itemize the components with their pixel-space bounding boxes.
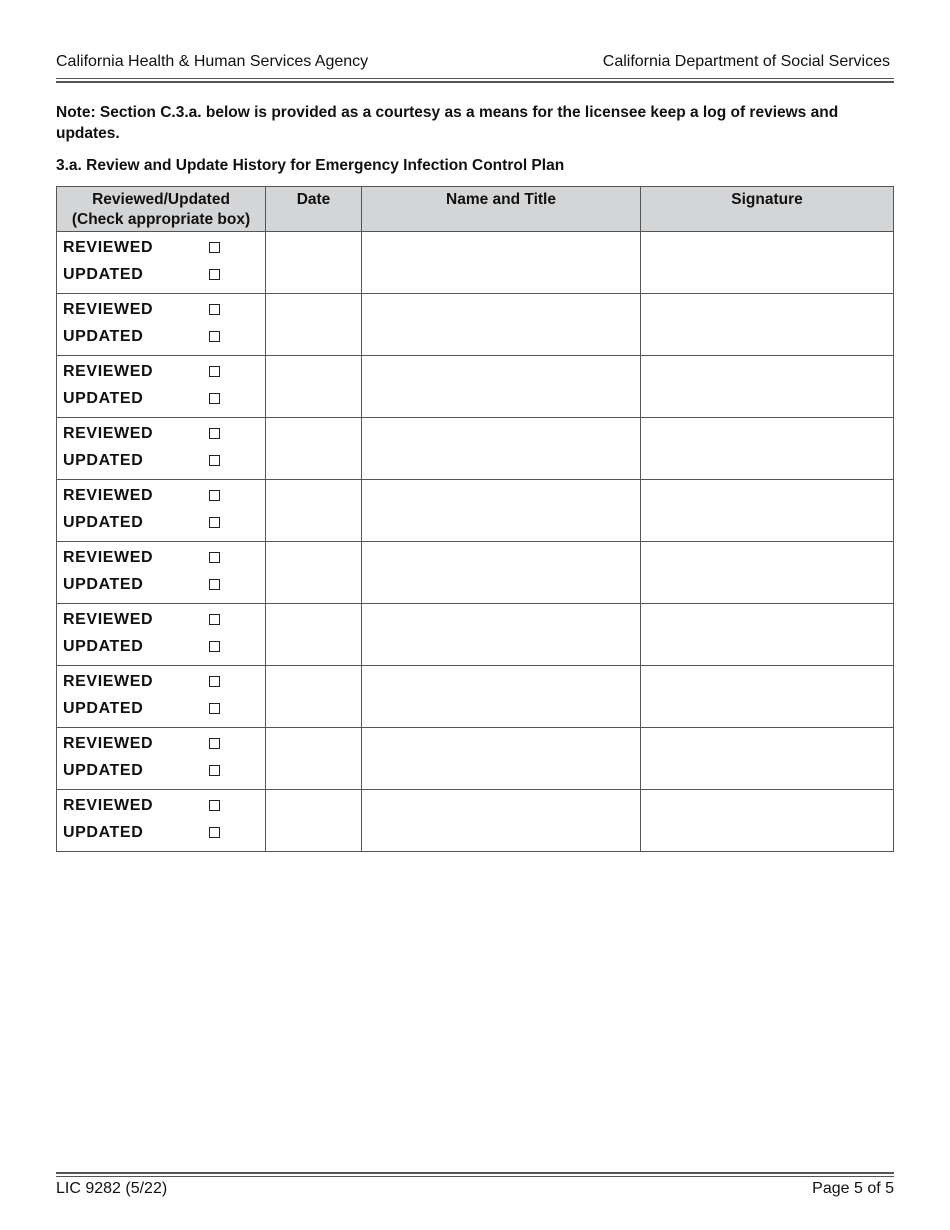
updated-checkbox[interactable] bbox=[209, 827, 220, 838]
updated-checkbox[interactable] bbox=[209, 331, 220, 342]
updated-checkbox[interactable] bbox=[209, 517, 220, 528]
updated-checkbox[interactable] bbox=[209, 765, 220, 776]
status-cell bbox=[57, 604, 266, 666]
table-row bbox=[57, 666, 894, 728]
header-status-line1: Reviewed/Updated bbox=[92, 191, 230, 208]
updated-checkbox[interactable] bbox=[209, 269, 220, 280]
reviewed-option bbox=[63, 730, 265, 757]
name-title-cell[interactable] bbox=[362, 294, 641, 356]
table-row bbox=[57, 728, 894, 790]
footer-rule bbox=[56, 1172, 894, 1174]
table-row bbox=[57, 356, 894, 418]
name-title-cell[interactable] bbox=[362, 604, 641, 666]
date-cell[interactable] bbox=[266, 542, 362, 604]
date-cell[interactable] bbox=[266, 356, 362, 418]
status-cell bbox=[57, 728, 266, 790]
updated-option bbox=[63, 695, 265, 722]
updated-option bbox=[63, 447, 265, 474]
reviewed-checkbox[interactable] bbox=[209, 428, 220, 439]
updated-label: UPDATED bbox=[63, 327, 144, 345]
status-cell bbox=[57, 666, 266, 728]
reviewed-label: REVIEWED bbox=[63, 610, 154, 628]
date-cell[interactable] bbox=[266, 232, 362, 294]
header-rule bbox=[56, 78, 894, 79]
signature-cell[interactable] bbox=[641, 666, 894, 728]
date-cell[interactable] bbox=[266, 790, 362, 852]
name-title-cell[interactable] bbox=[362, 542, 641, 604]
table-row bbox=[57, 232, 894, 294]
name-title-cell[interactable] bbox=[362, 356, 641, 418]
updated-checkbox[interactable] bbox=[209, 393, 220, 404]
status-cell bbox=[57, 232, 266, 294]
signature-cell[interactable] bbox=[641, 356, 894, 418]
reviewed-checkbox[interactable] bbox=[209, 552, 220, 563]
reviewed-label: REVIEWED bbox=[63, 238, 154, 256]
reviewed-label: REVIEWED bbox=[63, 672, 154, 690]
status-cell bbox=[57, 356, 266, 418]
signature-cell[interactable] bbox=[641, 480, 894, 542]
reviewed-label: REVIEWED bbox=[63, 300, 154, 318]
table-row bbox=[57, 480, 894, 542]
table-row bbox=[57, 542, 894, 604]
updated-label: UPDATED bbox=[63, 575, 144, 593]
reviewed-label: REVIEWED bbox=[63, 734, 154, 752]
page-number: Page 5 of 5 bbox=[812, 1180, 894, 1197]
reviewed-option bbox=[63, 358, 265, 385]
updated-label: UPDATED bbox=[63, 451, 144, 469]
section-title: 3.a. Review and Update History for Emergency Infection Control Plan bbox=[56, 157, 565, 174]
name-title-cell[interactable] bbox=[362, 418, 641, 480]
status-cell bbox=[57, 418, 266, 480]
header-rule bbox=[56, 81, 894, 83]
date-cell[interactable] bbox=[266, 480, 362, 542]
status-cell bbox=[57, 294, 266, 356]
updated-label: UPDATED bbox=[63, 637, 144, 655]
reviewed-option bbox=[63, 482, 265, 509]
updated-option bbox=[63, 385, 265, 412]
updated-label: UPDATED bbox=[63, 265, 144, 283]
signature-cell[interactable] bbox=[641, 418, 894, 480]
status-cell bbox=[57, 480, 266, 542]
page-header bbox=[56, 50, 890, 80]
reviewed-option bbox=[63, 234, 265, 261]
header-signature: Signature bbox=[641, 187, 894, 232]
name-title-cell[interactable] bbox=[362, 666, 641, 728]
updated-option bbox=[63, 757, 265, 784]
reviewed-checkbox[interactable] bbox=[209, 242, 220, 253]
reviewed-option bbox=[63, 668, 265, 695]
signature-cell[interactable] bbox=[641, 728, 894, 790]
updated-option bbox=[63, 261, 265, 288]
reviewed-label: REVIEWED bbox=[63, 424, 154, 442]
table-header-row bbox=[57, 187, 894, 232]
reviewed-label: REVIEWED bbox=[63, 548, 154, 566]
updated-option bbox=[63, 571, 265, 598]
updated-checkbox[interactable] bbox=[209, 579, 220, 590]
reviewed-checkbox[interactable] bbox=[209, 366, 220, 377]
courtesy-note: Note: Section C.3.a. below is provided as a courtesy as a means for the licensee keep a log of reviews and updates. bbox=[56, 104, 839, 142]
updated-label: UPDATED bbox=[63, 761, 144, 779]
name-title-cell[interactable] bbox=[362, 728, 641, 790]
table-row bbox=[57, 790, 894, 852]
reviewed-label: REVIEWED bbox=[63, 796, 154, 814]
review-history-table bbox=[56, 186, 894, 852]
updated-option bbox=[63, 633, 265, 660]
footer-rule bbox=[56, 1176, 894, 1177]
date-cell[interactable] bbox=[266, 604, 362, 666]
reviewed-option bbox=[63, 296, 265, 323]
reviewed-checkbox[interactable] bbox=[209, 490, 220, 501]
updated-label: UPDATED bbox=[63, 389, 144, 407]
date-cell[interactable] bbox=[266, 294, 362, 356]
updated-label: UPDATED bbox=[63, 823, 144, 841]
header-status-line2: (Check appropriate box) bbox=[71, 211, 251, 228]
updated-option bbox=[63, 509, 265, 536]
reviewed-label: REVIEWED bbox=[63, 486, 154, 504]
table-row bbox=[57, 604, 894, 666]
signature-cell[interactable] bbox=[641, 232, 894, 294]
updated-checkbox[interactable] bbox=[209, 455, 220, 466]
reviewed-checkbox[interactable] bbox=[209, 800, 220, 811]
updated-label: UPDATED bbox=[63, 699, 144, 717]
updated-option bbox=[63, 819, 265, 846]
reviewed-option bbox=[63, 792, 265, 819]
signature-cell[interactable] bbox=[641, 294, 894, 356]
signature-cell[interactable] bbox=[641, 790, 894, 852]
reviewed-checkbox[interactable] bbox=[209, 304, 220, 315]
reviewed-option bbox=[63, 420, 265, 447]
reviewed-checkbox[interactable] bbox=[209, 676, 220, 687]
updated-option bbox=[63, 323, 265, 350]
header-department: California Department of Social Services bbox=[602, 53, 890, 70]
updated-label: UPDATED bbox=[63, 513, 144, 531]
date-cell[interactable] bbox=[266, 728, 362, 790]
name-title-cell[interactable] bbox=[362, 232, 641, 294]
form-number: LIC 9282 (5/22) bbox=[56, 1180, 168, 1197]
reviewed-checkbox[interactable] bbox=[209, 614, 220, 625]
header-status bbox=[57, 187, 266, 232]
signature-cell[interactable] bbox=[641, 542, 894, 604]
header-name-title: Name and Title bbox=[362, 187, 641, 232]
name-title-cell[interactable] bbox=[362, 480, 641, 542]
updated-checkbox[interactable] bbox=[209, 703, 220, 714]
date-cell[interactable] bbox=[266, 666, 362, 728]
signature-cell[interactable] bbox=[641, 604, 894, 666]
table-row bbox=[57, 294, 894, 356]
name-title-cell[interactable] bbox=[362, 790, 641, 852]
date-cell[interactable] bbox=[266, 418, 362, 480]
table-row bbox=[57, 418, 894, 480]
reviewed-checkbox[interactable] bbox=[209, 738, 220, 749]
header-date: Date bbox=[266, 187, 362, 232]
reviewed-label: REVIEWED bbox=[63, 362, 154, 380]
status-cell bbox=[57, 542, 266, 604]
reviewed-option bbox=[63, 606, 265, 633]
status-cell bbox=[57, 790, 266, 852]
header-agency: California Health & Human Services Agency bbox=[56, 53, 369, 70]
updated-checkbox[interactable] bbox=[209, 641, 220, 652]
reviewed-option bbox=[63, 544, 265, 571]
